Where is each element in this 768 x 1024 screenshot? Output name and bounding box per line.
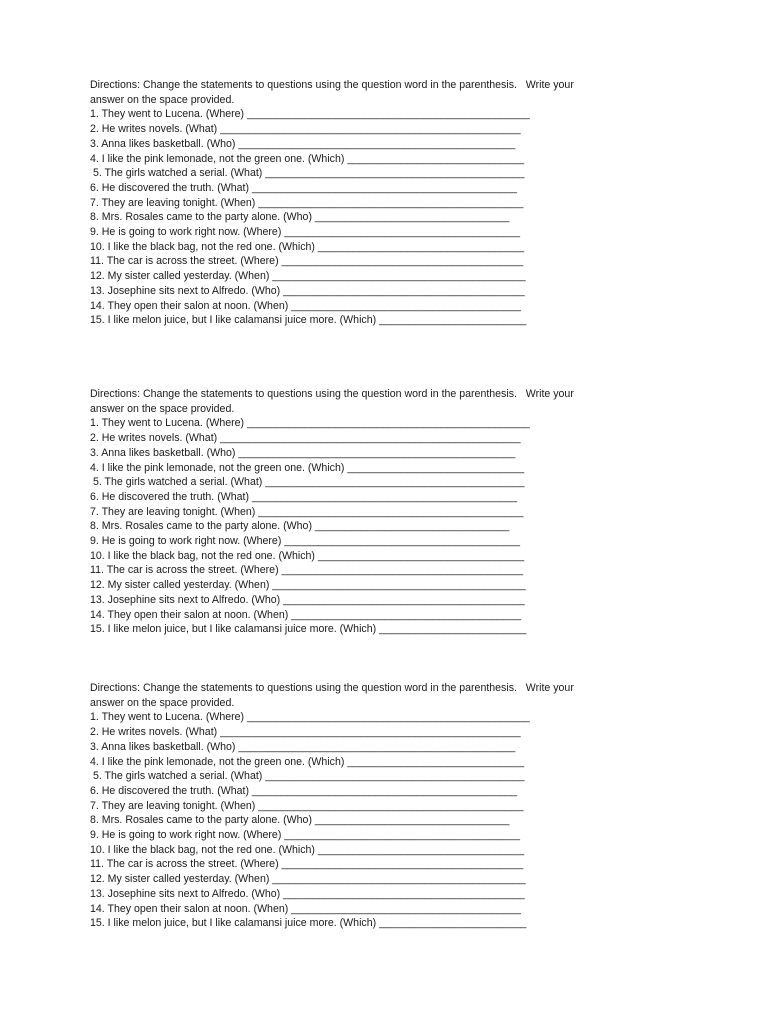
question-item-1: 1. They went to Lucena. (Where) ________________________________________________ bbox=[90, 108, 530, 121]
question-item-13: 13. Josephine sits next to Alfredo. (Who) _________________________________________ bbox=[90, 887, 525, 900]
question-item-1: 1. They went to Lucena. (Where) ________________________________________________ bbox=[90, 417, 530, 430]
question-item-9: 9. He is going to work right now. (Where) ________________________________________ bbox=[90, 829, 520, 842]
worksheet-3 bbox=[90, 681, 690, 931]
question-item-11: 11. The car is across the street. (Where) _________________________________________ bbox=[90, 564, 524, 577]
directions-line-1: Directions: Change the statements to questions using the question word in the parenthesis. Write your bbox=[90, 682, 574, 694]
question-item-4: 4. I like the pink lemonade, not the green one. (Which) ______________________________ bbox=[90, 755, 525, 768]
question-item-15: 15. I like melon juice, but I like calamansi juice more. (Which) _________________________ bbox=[90, 314, 527, 327]
question-item-14: 14. They open their salon at noon. (When) _______________________________________ bbox=[90, 902, 521, 915]
worksheet-2 bbox=[90, 387, 690, 637]
question-list bbox=[90, 107, 690, 328]
question-list bbox=[90, 416, 690, 637]
question-item-11: 11. The car is across the street. (Where) _________________________________________ bbox=[90, 255, 524, 268]
question-item-1: 1. They went to Lucena. (Where) ________________________________________________ bbox=[90, 711, 530, 724]
question-item-3: 3. Anna likes basketball. (Who) _______________________________________________ bbox=[90, 446, 516, 459]
question-item-3: 3. Anna likes basketball. (Who) _______________________________________________ bbox=[90, 137, 516, 150]
question-item-7: 7. They are leaving tonight. (When) _____________________________________________ bbox=[90, 505, 524, 518]
directions bbox=[90, 78, 690, 107]
question-item-13: 13. Josephine sits next to Alfredo. (Who) _________________________________________ bbox=[90, 284, 525, 297]
question-item-4: 4. I like the pink lemonade, not the green one. (Which) ______________________________ bbox=[90, 461, 525, 474]
question-item-8: 8. Mrs. Rosales came to the party alone. (Who) _________________________________ bbox=[90, 814, 510, 827]
question-item-10: 10. I like the black bag, not the red one. (Which) ___________________________________ bbox=[90, 240, 525, 253]
question-item-10: 10. I like the black bag, not the red one. (Which) ___________________________________ bbox=[90, 549, 525, 562]
question-list bbox=[90, 710, 690, 931]
directions-line-1: Directions: Change the statements to questions using the question word in the parenthesis. Write your bbox=[90, 388, 574, 400]
question-item-7: 7. They are leaving tonight. (When) _____________________________________________ bbox=[90, 799, 524, 812]
question-item-12: 12. My sister called yesterday. (When) ___________________________________________ bbox=[90, 270, 526, 283]
question-item-14: 14. They open their salon at noon. (When) _______________________________________ bbox=[90, 299, 521, 312]
question-item-2: 2. He writes novels. (What) ___________________________________________________ bbox=[90, 123, 521, 136]
question-item-12: 12. My sister called yesterday. (When) ___________________________________________ bbox=[90, 873, 526, 886]
directions-line-1: Directions: Change the statements to questions using the question word in the parenthesis. Write your bbox=[90, 79, 574, 91]
question-item-9: 9. He is going to work right now. (Where) ________________________________________ bbox=[90, 226, 520, 239]
question-item-6: 6. He discovered the truth. (What) _____________________________________________ bbox=[90, 490, 518, 503]
directions bbox=[90, 681, 690, 710]
question-item-2: 2. He writes novels. (What) ___________________________________________________ bbox=[90, 726, 521, 739]
question-item-12: 12. My sister called yesterday. (When) ___________________________________________ bbox=[90, 579, 526, 592]
question-item-3: 3. Anna likes basketball. (Who) _______________________________________________ bbox=[90, 740, 516, 753]
question-item-15: 15. I like melon juice, but I like calamansi juice more. (Which) _________________________ bbox=[90, 917, 527, 930]
question-item-8: 8. Mrs. Rosales came to the party alone. (Who) _________________________________ bbox=[90, 520, 510, 533]
question-item-6: 6. He discovered the truth. (What) _____________________________________________ bbox=[90, 181, 518, 194]
question-item-5: 5. The girls watched a serial. (What) ____________________________________________ bbox=[90, 167, 525, 180]
directions-line-2: answer on the space provided. bbox=[90, 93, 235, 106]
worksheet-1 bbox=[90, 78, 690, 328]
question-item-10: 10. I like the black bag, not the red one. (Which) ___________________________________ bbox=[90, 843, 525, 856]
question-item-7: 7. They are leaving tonight. (When) _____________________________________________ bbox=[90, 196, 524, 209]
question-item-5: 5. The girls watched a serial. (What) ____________________________________________ bbox=[90, 770, 525, 783]
directions-line-2: answer on the space provided. bbox=[90, 402, 235, 415]
question-item-11: 11. The car is across the street. (Where) _________________________________________ bbox=[90, 858, 524, 871]
question-item-5: 5. The girls watched a serial. (What) ____________________________________________ bbox=[90, 476, 525, 489]
question-item-14: 14. They open their salon at noon. (When) _______________________________________ bbox=[90, 608, 521, 621]
question-item-6: 6. He discovered the truth. (What) _____________________________________________ bbox=[90, 784, 518, 797]
directions-line-2: answer on the space provided. bbox=[90, 696, 235, 709]
question-item-9: 9. He is going to work right now. (Where) ________________________________________ bbox=[90, 535, 520, 548]
question-item-2: 2. He writes novels. (What) ___________________________________________________ bbox=[90, 432, 521, 445]
question-item-13: 13. Josephine sits next to Alfredo. (Who) _________________________________________ bbox=[90, 593, 525, 606]
directions bbox=[90, 387, 690, 416]
question-item-8: 8. Mrs. Rosales came to the party alone. (Who) _________________________________ bbox=[90, 211, 510, 224]
question-item-15: 15. I like melon juice, but I like calamansi juice more. (Which) _________________________ bbox=[90, 623, 527, 636]
question-item-4: 4. I like the pink lemonade, not the green one. (Which) ______________________________ bbox=[90, 152, 525, 165]
